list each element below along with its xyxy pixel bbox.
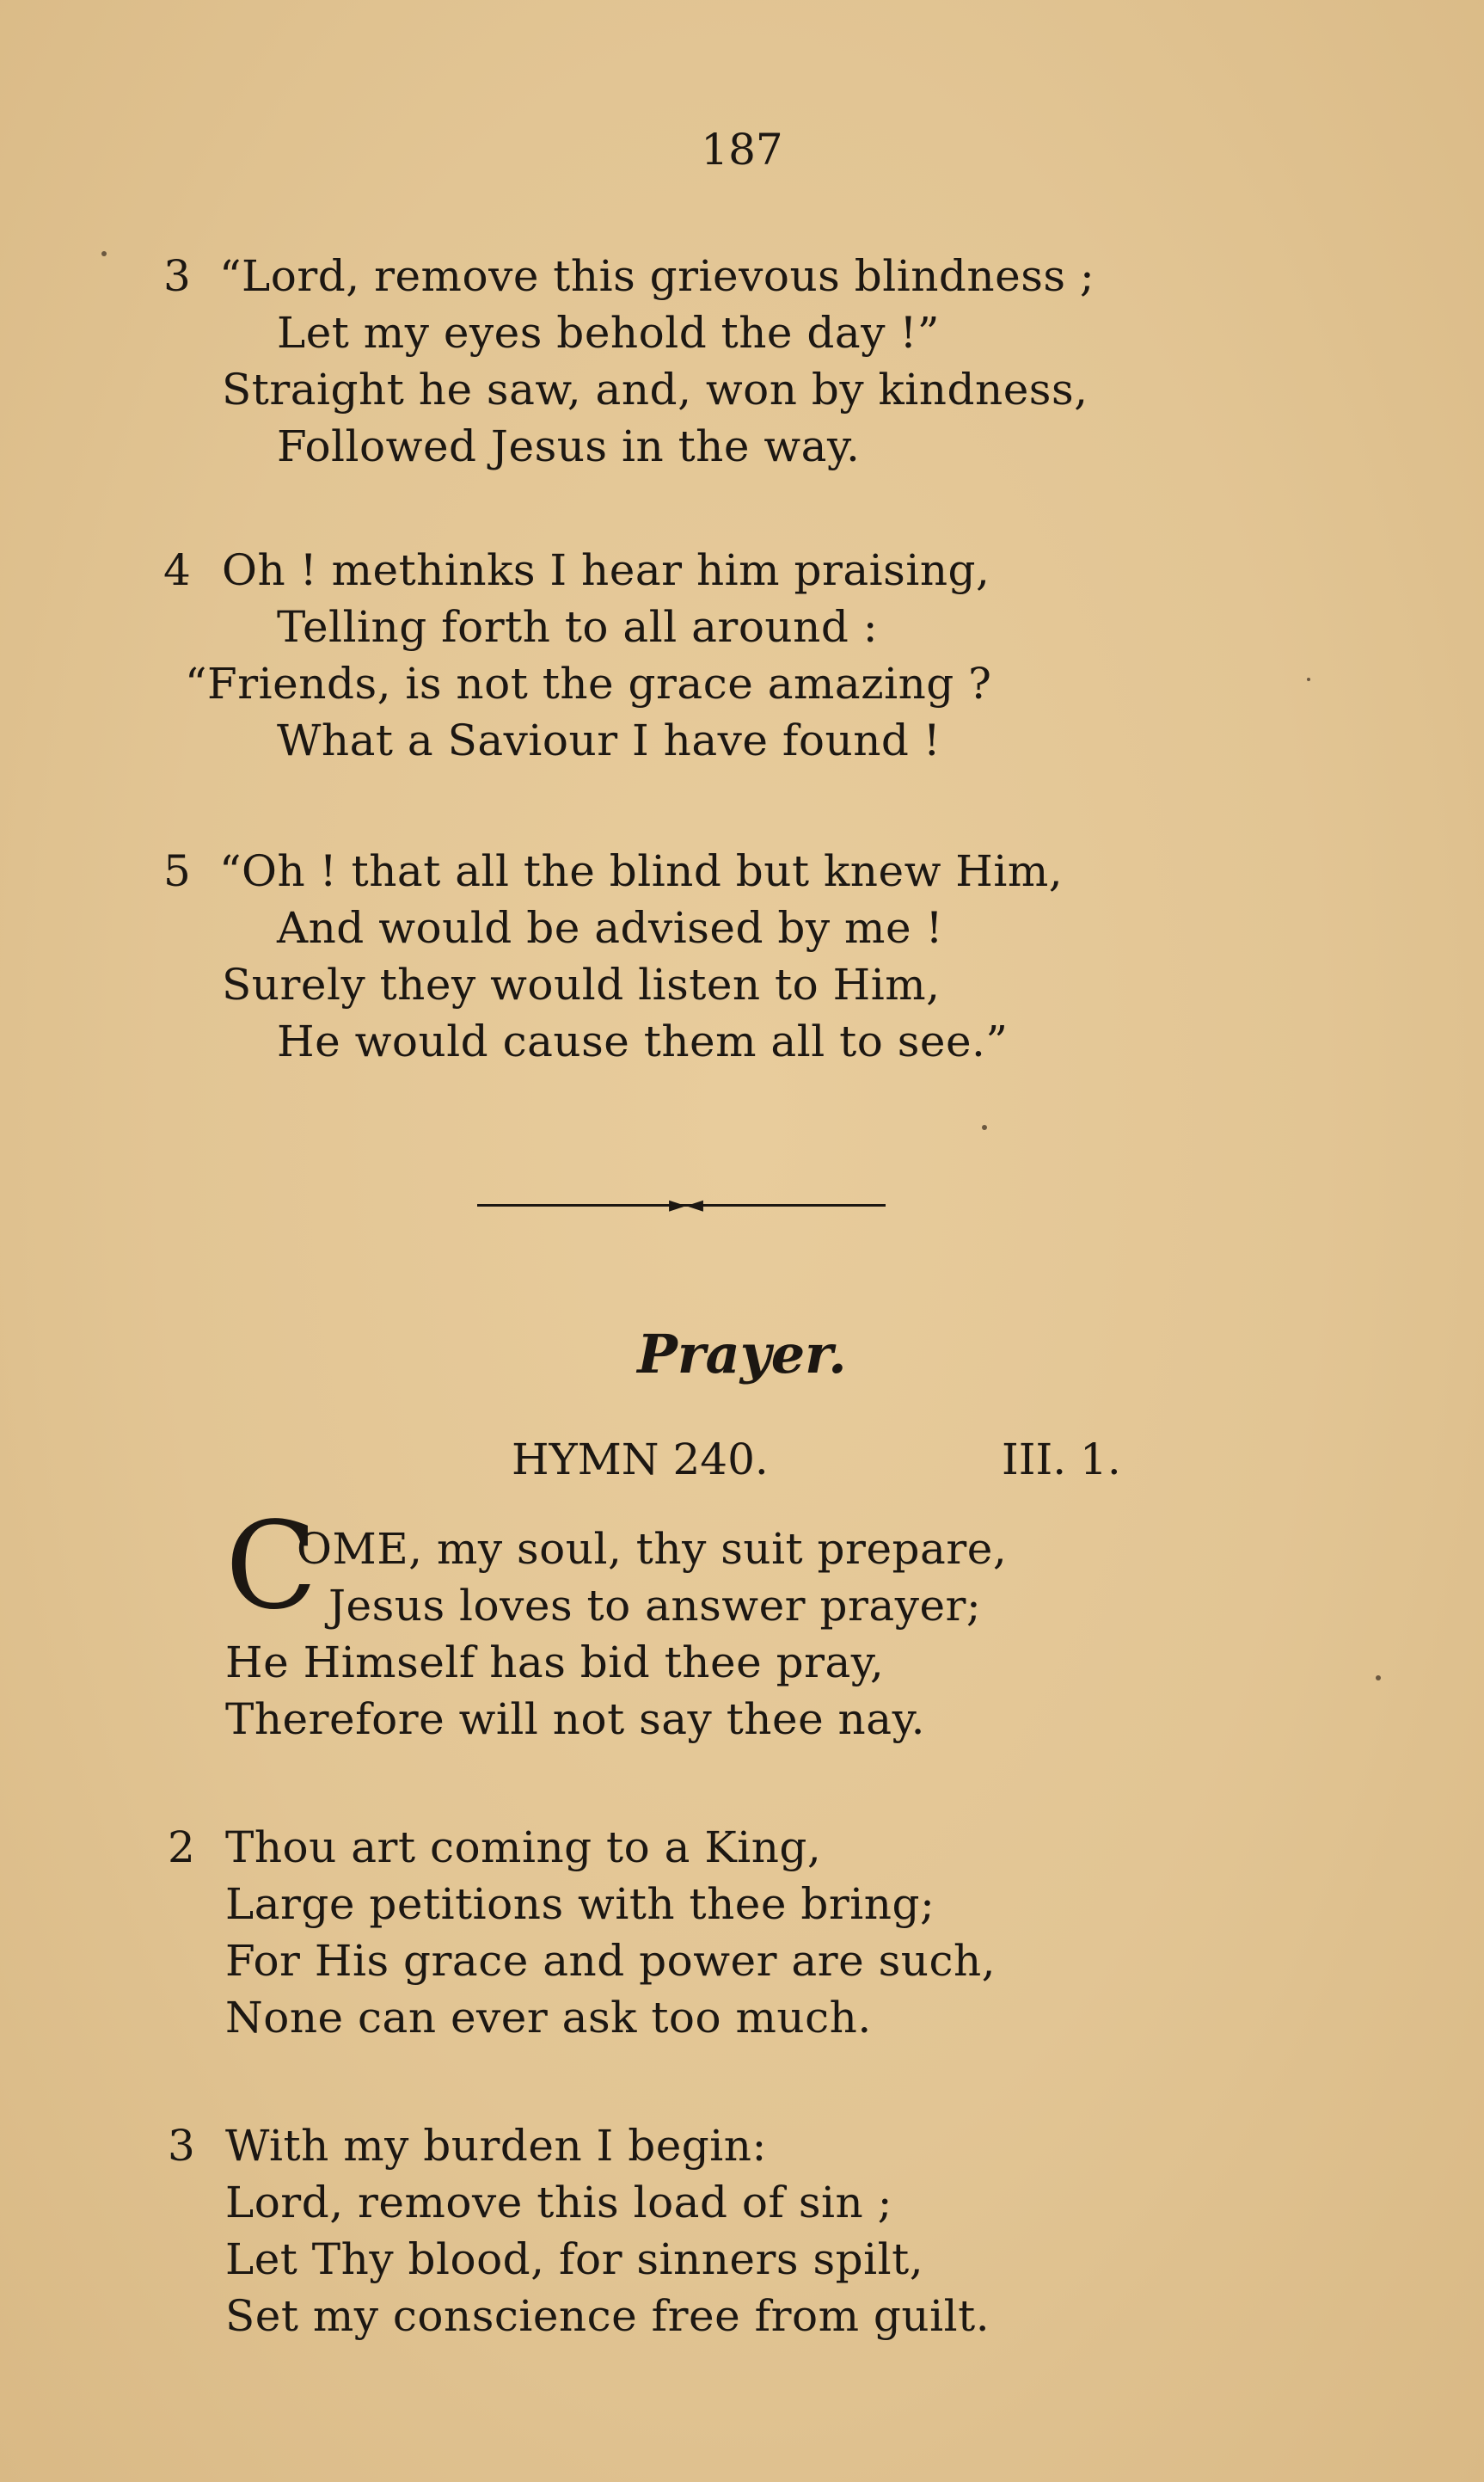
verse-line: He would cause them all to see.” bbox=[277, 1017, 1009, 1066]
hymn-meter: III. 1. bbox=[1002, 1435, 1121, 1484]
verse-line: Followed Jesus in the way. bbox=[277, 421, 861, 471]
paper-speck bbox=[1376, 1675, 1381, 1680]
verse-line: Thou art coming to a King, bbox=[225, 1822, 822, 1872]
verse-line: Let my eyes behold the day !” bbox=[277, 308, 940, 358]
stanza-number: 5 bbox=[163, 846, 191, 896]
stanza-number: 4 bbox=[163, 545, 191, 595]
verse-line: And would be advised by me ! bbox=[277, 903, 944, 953]
hymn-number: HYMN 240. bbox=[512, 1435, 769, 1484]
verse-line: He Himself has bid thee pray, bbox=[225, 1637, 885, 1687]
verse-line: “Oh ! that all the blind but knew Him, bbox=[219, 846, 1064, 896]
verse-line: What a Saviour I have found ! bbox=[277, 716, 941, 765]
verse-line: OME, my soul, thy suit prepare, bbox=[297, 1524, 1008, 1574]
paper-speck bbox=[982, 1125, 987, 1130]
stanza-number: 3 bbox=[168, 2121, 195, 2171]
section-title: Prayer. bbox=[637, 1323, 847, 1385]
verse-line: For His grace and power are such, bbox=[225, 1936, 996, 1986]
verse-line: Large petitions with thee bring; bbox=[225, 1879, 935, 1929]
verse-line: None can ever ask too much. bbox=[225, 1993, 872, 2043]
verse-line: With my burden I begin: bbox=[225, 2121, 767, 2171]
verse-line: Straight he saw, and, won by kindness, bbox=[222, 365, 1088, 415]
verse-line: “Friends, is not the grace amazing ? bbox=[185, 659, 992, 709]
stanza-number: 3 bbox=[163, 251, 191, 301]
drop-cap: C bbox=[225, 1496, 318, 1637]
verse-line: Therefore will not say thee nay. bbox=[225, 1694, 926, 1744]
divider-ornament: ►◄ bbox=[669, 1192, 703, 1218]
verse-line: Surely they would listen to Him, bbox=[222, 960, 941, 1010]
paper-speck bbox=[101, 251, 107, 256]
verse-line: Set my conscience free from guilt. bbox=[225, 2291, 990, 2341]
verse-line: Jesus loves to answer prayer; bbox=[328, 1581, 982, 1631]
verse-line: “Lord, remove this grievous blindness ; bbox=[219, 251, 1095, 301]
verse-line: Lord, remove this load of sin ; bbox=[225, 2178, 892, 2227]
stanza-number: 2 bbox=[168, 1822, 195, 1872]
verse-line: Oh ! methinks I hear him praising, bbox=[222, 545, 990, 595]
page-number: 187 bbox=[701, 125, 783, 175]
verse-line: Let Thy blood, for sinners spilt, bbox=[225, 2234, 924, 2284]
paper-speck bbox=[1307, 678, 1310, 681]
verse-line: Telling forth to all around : bbox=[277, 602, 879, 652]
